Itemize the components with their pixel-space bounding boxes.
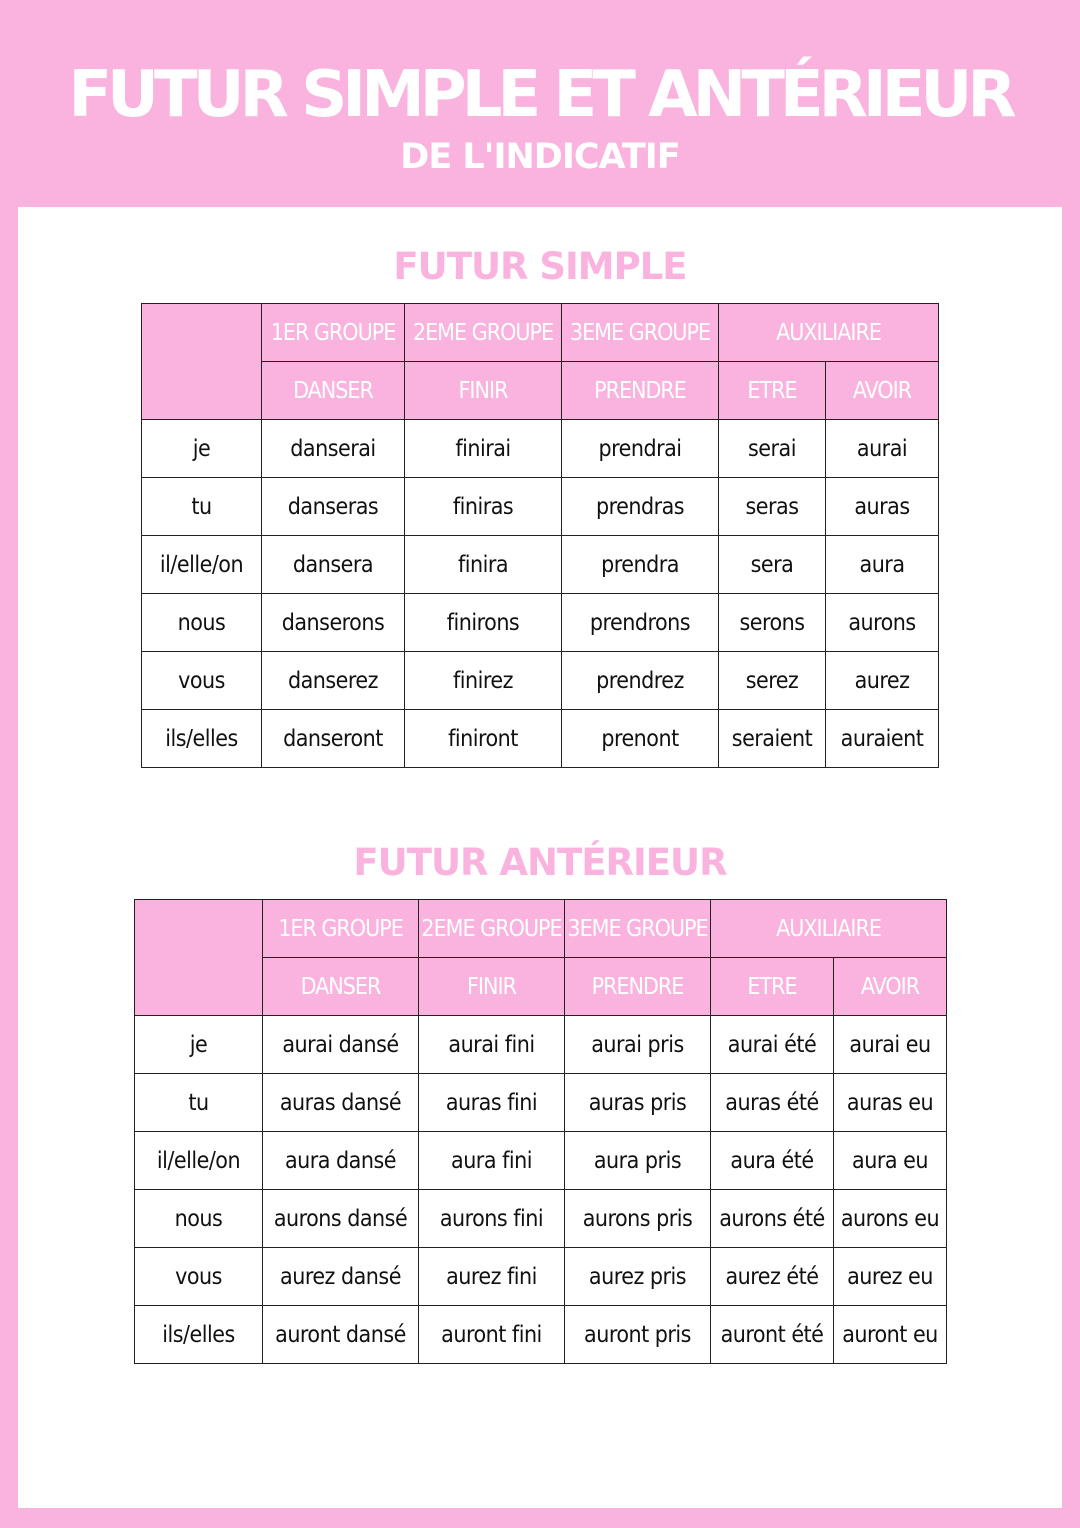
header-verb-avoir: AVOIR	[834, 958, 947, 1016]
header-verb-prendre: PRENDRE	[565, 958, 711, 1016]
table-row	[135, 1190, 947, 1248]
form-cell: auras été	[711, 1074, 834, 1132]
table-row	[135, 1074, 947, 1132]
form-cell: auras	[826, 478, 939, 536]
form-cell: dansera	[262, 536, 405, 594]
form-cell: auras eu	[834, 1074, 947, 1132]
pronoun-cell: vous	[142, 652, 262, 710]
form-cell: aurai pris	[565, 1016, 711, 1074]
table-header-row-groups	[142, 304, 939, 362]
form-cell: aura eu	[834, 1132, 947, 1190]
form-cell: aurai eu	[834, 1016, 947, 1074]
pronoun-cell: tu	[142, 478, 262, 536]
form-cell: auront dansé	[263, 1306, 419, 1364]
table-row	[142, 652, 939, 710]
form-cell: auras pris	[565, 1074, 711, 1132]
form-cell: aurez	[826, 652, 939, 710]
table-row	[142, 710, 939, 768]
form-cell: aura dansé	[263, 1132, 419, 1190]
form-cell: aurons dansé	[263, 1190, 419, 1248]
form-cell: prendras	[562, 478, 719, 536]
form-cell: aurons eu	[834, 1190, 947, 1248]
pronoun-cell: il/elle/on	[142, 536, 262, 594]
form-cell: finiront	[405, 710, 562, 768]
form-cell: sera	[719, 536, 826, 594]
form-cell: aurai fini	[419, 1016, 565, 1074]
form-cell: seraient	[719, 710, 826, 768]
header-verb-danser: DANSER	[262, 362, 405, 420]
form-cell: aurez dansé	[263, 1248, 419, 1306]
form-cell: aura pris	[565, 1132, 711, 1190]
form-cell: aurez été	[711, 1248, 834, 1306]
form-cell: auront fini	[419, 1306, 565, 1364]
form-cell: aurez fini	[419, 1248, 565, 1306]
form-cell: aurai été	[711, 1016, 834, 1074]
form-cell: aurons été	[711, 1190, 834, 1248]
form-cell: aurai	[826, 420, 939, 478]
form-cell: aurons fini	[419, 1190, 565, 1248]
form-cell: aura	[826, 536, 939, 594]
header-group-3: 3EME GROUPE	[562, 304, 719, 362]
form-cell: danseront	[262, 710, 405, 768]
page-subtitle: DE L'INDICATIF	[400, 137, 680, 177]
form-cell: finirez	[405, 652, 562, 710]
form-cell: danserai	[262, 420, 405, 478]
pronoun-cell: ils/elles	[142, 710, 262, 768]
form-cell: aurons pris	[565, 1190, 711, 1248]
table-header-row-groups	[135, 900, 947, 958]
pronoun-cell: tu	[135, 1074, 263, 1132]
header-verb-finir: FINIR	[405, 362, 562, 420]
table-row	[135, 1306, 947, 1364]
table-futur-simple	[141, 303, 939, 768]
table-row	[135, 1132, 947, 1190]
pronoun-cell: vous	[135, 1248, 263, 1306]
form-cell: aurez eu	[834, 1248, 947, 1306]
header-group-auxiliaire: AUXILIAIRE	[719, 304, 939, 362]
table-row	[142, 536, 939, 594]
pronoun-cell: nous	[135, 1190, 263, 1248]
form-cell: serez	[719, 652, 826, 710]
form-cell: auras dansé	[263, 1074, 419, 1132]
form-cell: finirai	[405, 420, 562, 478]
form-cell: prendrai	[562, 420, 719, 478]
form-cell: auront eu	[834, 1306, 947, 1364]
header-verb-etre: ETRE	[719, 362, 826, 420]
form-cell: auraient	[826, 710, 939, 768]
header-group-2: 2EME GROUPE	[405, 304, 562, 362]
table-header-row-verbs	[142, 362, 939, 420]
form-cell: prendra	[562, 536, 719, 594]
header-corner-cell	[142, 304, 262, 420]
form-cell: auront pris	[565, 1306, 711, 1364]
pronoun-cell: il/elle/on	[135, 1132, 263, 1190]
form-cell: serai	[719, 420, 826, 478]
pronoun-cell: ils/elles	[135, 1306, 263, 1364]
pronoun-cell: nous	[142, 594, 262, 652]
section-title-futur-anterieur: FUTUR ANTÉRIEUR	[353, 841, 727, 884]
header-group-2: 2EME GROUPE	[419, 900, 565, 958]
form-cell: aura fini	[419, 1132, 565, 1190]
header-verb-avoir: AVOIR	[826, 362, 939, 420]
header-verb-finir: FINIR	[419, 958, 565, 1016]
header-group-1: 1ER GROUPE	[263, 900, 419, 958]
header-group-1: 1ER GROUPE	[262, 304, 405, 362]
form-cell: prenont	[562, 710, 719, 768]
form-cell: aurons	[826, 594, 939, 652]
header-verb-prendre: PRENDRE	[562, 362, 719, 420]
form-cell: danseras	[262, 478, 405, 536]
form-cell: serons	[719, 594, 826, 652]
form-cell: aura été	[711, 1132, 834, 1190]
form-cell: auront été	[711, 1306, 834, 1364]
header-group-3: 3EME GROUPE	[565, 900, 711, 958]
page-title: FUTUR SIMPLE ET ANTÉRIEUR	[68, 58, 1012, 132]
header-verb-etre: ETRE	[711, 958, 834, 1016]
form-cell: prendrez	[562, 652, 719, 710]
form-cell: danserez	[262, 652, 405, 710]
form-cell: finiras	[405, 478, 562, 536]
table-row	[142, 420, 939, 478]
form-cell: aurez pris	[565, 1248, 711, 1306]
table-futur-anterieur	[134, 899, 947, 1364]
form-cell: seras	[719, 478, 826, 536]
form-cell: prendrons	[562, 594, 719, 652]
header-group-auxiliaire: AUXILIAIRE	[711, 900, 947, 958]
header-corner-cell	[135, 900, 263, 1016]
form-cell: finira	[405, 536, 562, 594]
table-row	[142, 478, 939, 536]
table-row	[142, 594, 939, 652]
section-title-futur-simple: FUTUR SIMPLE	[393, 245, 687, 288]
header-verb-danser: DANSER	[263, 958, 419, 1016]
form-cell: danserons	[262, 594, 405, 652]
pronoun-cell: je	[135, 1016, 263, 1074]
table-row	[135, 1248, 947, 1306]
form-cell: auras fini	[419, 1074, 565, 1132]
form-cell: finirons	[405, 594, 562, 652]
form-cell: aurai dansé	[263, 1016, 419, 1074]
table-row	[135, 1016, 947, 1074]
pronoun-cell: je	[142, 420, 262, 478]
